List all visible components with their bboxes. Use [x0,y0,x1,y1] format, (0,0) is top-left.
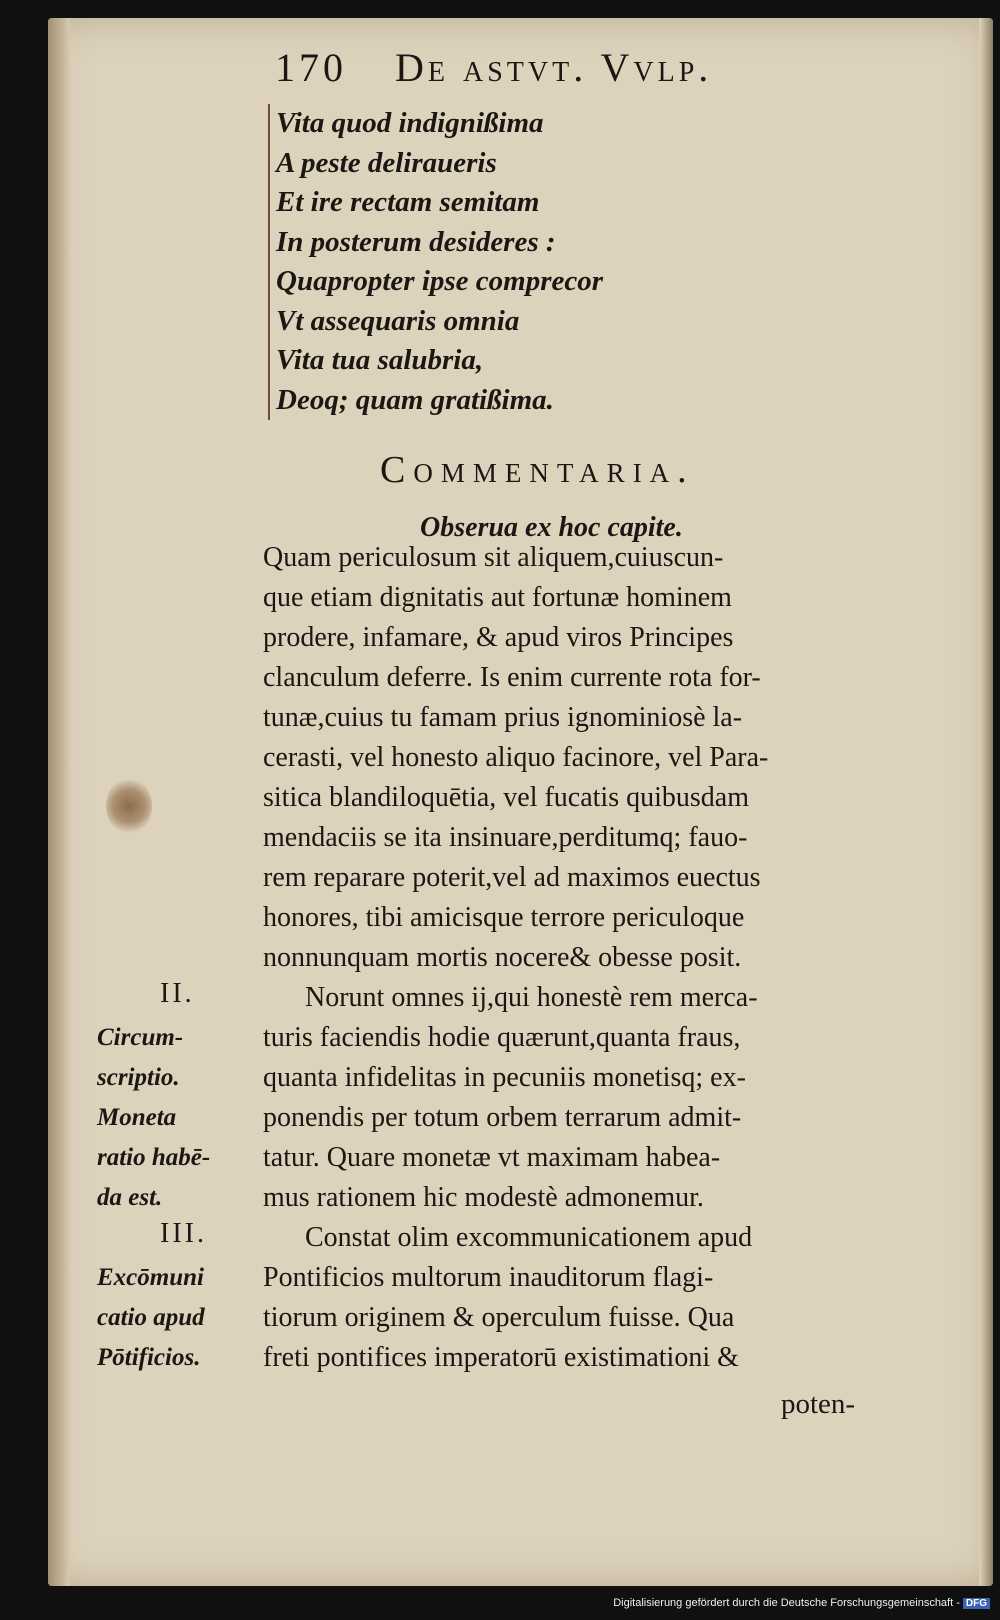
page-edge-shadow [979,18,993,1586]
poem-line: A peste deliraueris [276,146,497,179]
margin-note-line: Moneta [97,1104,177,1131]
body-line: honores, tibi amicisque terrore periculoque [263,902,745,933]
body-line: tiorum originem & operculum fuisse. Qua [263,1302,735,1333]
running-title: De astvt. Vvlp. [395,45,713,90]
body-line: tunæ,cuius tu famam prius ignominiosè la- [263,702,743,733]
poem-line: In posterum desideres : [276,225,556,258]
dfg-logo: DFG [963,1598,990,1609]
margin-note-line: ratio habē- [97,1144,211,1171]
poem-line: Vt assequaris omnia [276,304,520,337]
body-line: Pontificios multorum inauditorum flagi- [263,1262,714,1293]
catchword: poten- [781,1388,856,1420]
margin-note-line: Pōtificios. [97,1344,201,1371]
poem-line: Deoq; quam gratißima. [276,383,554,416]
credit-text: Digitalisierung gefördert durch die Deutsche Forschungsgemeinschaft - [613,1597,960,1609]
margin-note-line: Circum- [97,1024,184,1051]
body-line: freti pontifices imperatorū existimationi & [263,1342,739,1373]
section-title: Commentaria. [380,449,695,491]
body-line: sitica blandiloquētia, vel fucatis quibusdam [263,782,749,813]
paper-stain [106,778,152,834]
body-line: mus rationem hic modestè admonemur. [263,1182,704,1213]
body-line: Constat olim excommunicationem apud [305,1222,753,1253]
margin-note-line: scriptio. [97,1064,180,1091]
body-line: que etiam dignitatis aut fortunæ hominem [263,582,732,613]
body-line: turis faciendis hodie quærunt,quanta fraus, [263,1022,741,1053]
body-line: nonnunquam mortis nocere& obesse posit. [263,942,742,973]
body-line: quanta infidelitas in pecuniis monetisq; ex- [263,1062,746,1093]
body-line: prodere, infamare, & apud viros Principes [263,622,734,653]
body-line: clanculum deferre. Is enim currente rota for- [263,662,761,693]
poem-block [268,104,716,420]
page-gutter-shadow [48,18,70,1586]
margin-note-number: III. [160,1218,207,1249]
section-subtitle: Obserua ex hoc capite. [420,512,683,543]
poem-line: Quapropter ipse comprecor [276,265,604,297]
poem-line: Vita quod indignißima [276,107,544,139]
margin-note-line: Excōmuni [97,1264,204,1291]
body-line: mendaciis se ita insinuare,perditumq; fauo- [263,822,748,853]
page-number: 170 [275,45,347,90]
margin-note-number: II. [160,978,195,1009]
running-header [275,44,875,104]
body-line: Quam periculosum sit aliquem,cuiuscun- [263,542,724,573]
margin-note-line: da est. [97,1184,163,1211]
body-line: rem reparare poterit,vel ad maximos euectus [263,862,761,893]
body-line: cerasti, vel honesto aliquo facinore, vel Para- [263,742,769,773]
margin-note-line: catio apud [97,1304,205,1331]
poem-line: Et ire rectam semitam [276,186,540,218]
body-line: Norunt omnes ij,qui honestè rem merca- [305,982,758,1013]
body-line: tatur. Quare monetæ vt maximam habea- [263,1142,721,1173]
body-line: ponendis per totum orbem terrarum admit- [263,1102,742,1133]
poem-line: Vita tua salubria, [276,344,484,376]
digitization-credit [580,1597,990,1617]
